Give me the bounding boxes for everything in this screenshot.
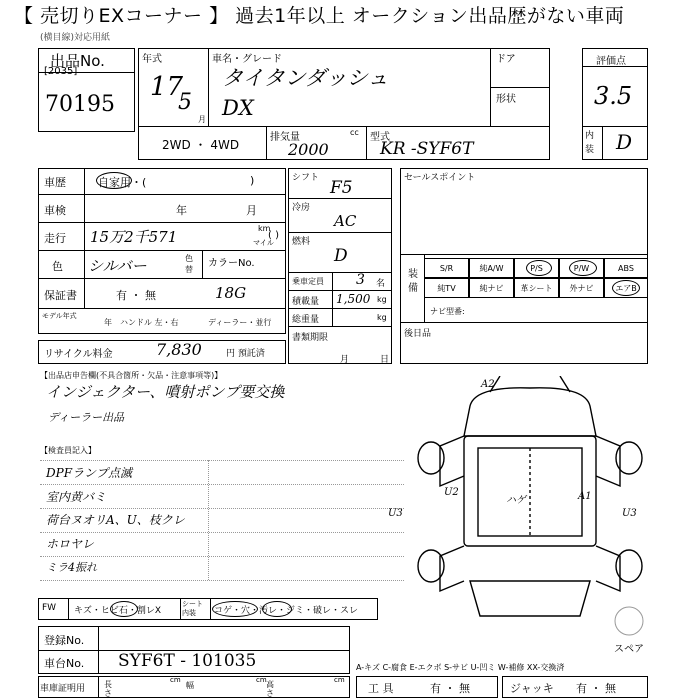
capacity-unit: 名 — [376, 279, 386, 289]
inspector-note-3: 荷台ヌオリA、U、枝クレ — [46, 513, 185, 527]
size-height-unit: cm — [334, 676, 345, 684]
airbag-circle — [612, 280, 640, 296]
doc-period-label: 書類期限 — [292, 333, 329, 343]
rear-end — [470, 581, 590, 616]
size-length-unit: cm — [170, 676, 181, 684]
lot-code: [2035] — [44, 66, 78, 77]
capacity-label: 乗車定員 — [292, 277, 324, 286]
history-circle — [96, 172, 132, 189]
load-label: 積載量 — [292, 297, 320, 307]
shift-value: F5 — [330, 178, 353, 198]
gross-unit: kg — [377, 313, 387, 322]
displacement-value: 2000 — [288, 140, 329, 159]
handle-option: ハンドル 左・右 — [120, 318, 179, 327]
lot-number-label: 出品No. — [50, 52, 105, 70]
damage-a1: A1 — [578, 491, 592, 502]
fuel-value: D — [334, 246, 348, 266]
doc-period-month: 月 — [340, 355, 350, 365]
inspection-label: 車検 — [44, 204, 66, 217]
report-line-2: ディーラー出品 — [48, 411, 125, 424]
mileage-label: 走行 — [44, 232, 66, 245]
equip-aw: 純A/W — [469, 258, 514, 278]
inspector-note-5: ミラ4振れ — [46, 561, 97, 574]
displacement-unit: cc — [350, 128, 359, 137]
spare-wheel-icon — [615, 607, 643, 635]
shape-label: 形状 — [496, 94, 516, 105]
seat-text: コゲ・穴・汚レ・ジミ・破レ・スレ — [214, 606, 359, 616]
color-value: シルバー — [88, 257, 147, 275]
report-line-1: インジェクター、噴射ポンプ要交換 — [46, 383, 285, 401]
color-code-label: カラーNo. — [208, 258, 255, 269]
seat-circle-1 — [212, 601, 258, 617]
header-cut-text: (横目線)対応用紙 — [40, 33, 111, 43]
equip-ps: P/S — [514, 258, 559, 278]
inspection-year: 年 — [176, 204, 187, 217]
color-change-label: 色替 — [185, 254, 193, 274]
year-value: 17 — [150, 72, 184, 102]
car-name: タイタンダッシュ — [222, 66, 389, 90]
damage-hage: ハゲ — [506, 495, 526, 506]
tools-options: 有 ・ 無 — [430, 682, 470, 695]
car-name-label: 車名・グレード — [212, 54, 282, 65]
shift-label: シフト — [292, 173, 320, 183]
load-value: 1,500 — [336, 292, 371, 306]
damage-a2: A2 — [481, 379, 495, 390]
inspector-note-2: 室内黄バミ — [46, 490, 107, 504]
history-label: 車歴 — [44, 176, 66, 189]
car-grade: DX — [222, 96, 254, 120]
recycle-unit: 円 預託済 — [226, 349, 265, 359]
model-year-year: 年 — [104, 318, 112, 327]
ac-label: 冷房 — [292, 203, 311, 213]
inspection-month: 月 — [246, 204, 257, 217]
capacity-value: 3 — [356, 272, 365, 288]
size-length: 長さ — [104, 680, 112, 698]
garage-cert-label: 車庫証明用 — [40, 684, 86, 694]
damage-u3-left: U3 — [388, 508, 403, 519]
registration-label: 登録No. — [44, 634, 85, 647]
lot-number: 70195 — [45, 92, 115, 117]
load-unit: kg — [377, 295, 387, 304]
inspector-note-1: DPFランプ点滅 — [46, 466, 133, 480]
fw-circle — [110, 601, 138, 617]
drive-options: 2WD ・ 4WD — [162, 138, 240, 152]
displacement-label: 排気量 — [270, 132, 300, 143]
report-label: 【出品店申告欄(不具合箇所・欠品・注意事項等)】 — [40, 371, 223, 380]
ac-value: AC — [334, 212, 357, 230]
mileage-value: 15万2千571 — [90, 228, 178, 246]
equip-abs: ABS — [604, 258, 648, 278]
month-value: 5 — [178, 90, 192, 115]
navi-model-label: ナビ型番: — [430, 307, 465, 316]
inspector-note-4: ホロヤレ — [46, 537, 94, 551]
interior-score: D — [616, 130, 633, 154]
equip-airbag: エアB — [604, 278, 648, 298]
pw-circle — [569, 260, 597, 276]
cab-roof — [464, 388, 596, 436]
damage-legend: A-キズ C-腐食 E-エクボ S-サビ U-凹ミ W-補修 XX-交換済 — [356, 663, 565, 672]
size-height: 高さ — [266, 680, 274, 698]
equip-sr: S/R — [424, 258, 469, 278]
size-width-unit: cm — [256, 676, 267, 684]
model-value: KR -SYF6T — [380, 139, 474, 159]
equip-tv: 純TV — [424, 278, 469, 298]
chassis-label: 車台No. — [44, 657, 85, 670]
dealer-option: ディーラー・並行 — [208, 318, 272, 327]
fw-text: キズ・ヒビ石・割レX — [74, 606, 161, 616]
jack-options: 有 ・ 無 — [576, 682, 616, 695]
aftermarket-label: 後日品 — [404, 329, 432, 339]
month-unit: 月 — [198, 115, 206, 124]
fw-label: FW — [42, 603, 57, 613]
truck-diagram — [400, 376, 656, 646]
equip-leather: 革シート — [514, 278, 559, 298]
tools-label: 工 具 — [368, 682, 394, 695]
seat-circle-2 — [262, 601, 292, 617]
model-year-label: モデル年式 — [42, 312, 77, 320]
gross-label: 総重量 — [292, 315, 320, 325]
history-value: 自家用・( — [98, 176, 147, 189]
seat-label: シート内装 — [182, 600, 203, 617]
sales-point-label: セールスポイント — [404, 173, 476, 183]
damage-u3-right: U3 — [622, 508, 637, 519]
history-box — [38, 168, 286, 334]
spare-label: スペア — [614, 644, 644, 655]
year-label: 年式 — [142, 54, 162, 65]
chassis-number: SYF6T - 101035 — [118, 651, 257, 671]
jack-label: ジャッキ — [510, 682, 554, 695]
mileage-paren: ( ) — [268, 230, 279, 241]
history-close: ) — [250, 174, 255, 187]
equip-ext-navi: 外ナビ — [559, 278, 604, 298]
warranty-code: 18G — [215, 284, 247, 302]
size-width: 幅 — [186, 681, 194, 690]
door-label: ドア — [496, 54, 516, 65]
inspector-label: 【検査員記入】 — [40, 446, 96, 455]
doc-period-day: 日 — [380, 355, 390, 365]
mileage-unit-km: km — [258, 224, 271, 233]
interior-label: 内装 — [585, 131, 595, 155]
equipment-label: 装備 — [408, 269, 418, 294]
damage-u2: U2 — [444, 487, 459, 498]
recycle-label: リサイクル料金 — [44, 349, 113, 360]
warranty-label: 保証書 — [44, 289, 77, 302]
ps-circle — [526, 260, 552, 276]
color-label: 色 — [52, 260, 63, 273]
mirror-stays — [490, 376, 570, 392]
equip-navi: 純ナビ — [469, 278, 514, 298]
model-label: 型式 — [370, 132, 390, 143]
score-label: 評価点 — [596, 56, 626, 67]
banner-title: 【 売切りEXコーナー 】 過去1年以上 オークション出品歴がない車両 — [14, 5, 625, 27]
score-value: 3.5 — [594, 82, 633, 110]
warranty-options: 有 ・ 無 — [116, 289, 156, 302]
fuel-label: 燃料 — [292, 237, 311, 247]
equip-pw: P/W — [559, 258, 604, 278]
recycle-value: 7,830 — [156, 340, 202, 359]
mileage-unit-mile: マイル — [253, 239, 274, 247]
